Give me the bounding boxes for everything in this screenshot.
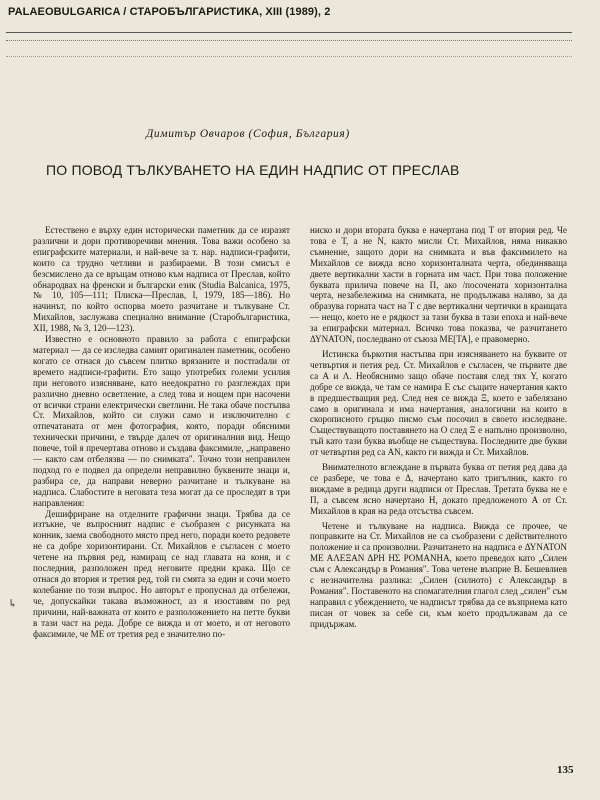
- paragraph: ниско и дори втората буква е начертана под Т от втория ред. Че това е Т, а не N, както мисли Ст. Михайлов, няма никакво съмнение, защото дори на снимката и във факсимилето на Михайлов се вижда ясно хоризонталната черта, обединяваща двете вертикални хасти в горната им част. При това положение буквата прилича повече на П, ако /посочената хоризонтална черта, незабележима на снимката, не продължава наляво, за да образува горната част на Т с две вертикални чертички в краищата — нещо, което не е рядкост за тази буква в тази епоха и най-вече за епиграфски материал. Всичко това показва, че разчитането ΔΥΝΑΤΟΝ, последвано от съюза ΜΕ[ΤΑ], е правомерно.: [310, 225, 567, 345]
- left-column: [33, 225, 290, 639]
- journal-header: PALAEOBULGARICA / СТАРОБЪЛГАРИСТИКА, XIII (1989), 2: [8, 6, 331, 18]
- paragraph: Известно е основното правило за работа с епиграфски материал — да се изследва самият оригинален паметник, особено когато се отнася до съвсем плитко врязаните и постradали от времето надписи-графити. Ето защо употребих големи усилия при неговото изясняване, като неедократно го разглеждах при различно дневно осветление, а след това и нощем при насочени от всички страни електрически светлини. Не така обаче постъпва Ст. Михайлов, който си служи само и изключително с отпечатаната от мен фотография, която, поради обясними технически причини, е твърде далеч от оригиналния вид. Нещо повече, той я пречертава отново и създава факсимиле, „направено — както сам отбелязва — по снимката". Точно този неправилен подход го е подвел да определи неправилно буквените знаци и, разбира се, да направи неверно разчитане и тълкуване на надписа. Слабостите в неговата теза могат да се проследят в три направления:: [33, 334, 290, 508]
- page-number: 135: [557, 764, 574, 776]
- margin-mark: ↳: [8, 598, 18, 610]
- article-title: ПО ПОВОД ТЪЛКУВАНЕТО НА ЕДИН НАДПИС ОТ ПРЕСЛАВ: [46, 162, 460, 178]
- paragraph: Внимателното вглеждане в първата буква от петия ред дава да се разбере, че това е Δ, начертано като тригълник, както го виждаме в редица други надписи от Преслав. Третата буква не е П, а съвсем ясно начертано Н, докато предложеното А от Ст. Михайлов в края на реда отсъства съвсем.: [310, 462, 567, 516]
- right-column: [310, 225, 567, 630]
- header-rule-faint: [6, 56, 572, 57]
- header-rule: [6, 32, 572, 33]
- article-author: Димитър Овчаров (София, България): [146, 128, 350, 140]
- paragraph: Естествено е върху един исторически паметник да се изразят различни и дори противоречиви мнения. Това важи особено за епиграфските материали, и най-вече за т. нар. надписи-графити, които са трудно четливи и разбираеми. В този смисъл е безсмислено да се връщам отново към надписа от Преслав, който обнародвах на френски и български език (Studia Balcanica, 1975, № 10, 105—111; Плиска—Преслав, I, 1979, 185—186). Но начинът, по който оспорва моето разчитане и тълкуване Ст. Михайлов, заслужава специално внимание (Старобългаристика, XII, 1988, № 3, 120—123).: [33, 225, 290, 334]
- paragraph: Истинска бъркотия настъпва при изясняването на буквите от четвъртия и петия ред. Ст. Михайлов е съгласен, че първите две са А и Λ. Необяснимо защо обаче поставя след тях Υ, когато добре се вижда, че там се намира Е със същите начертания както в предшестващия ред. След нея се вижда Ξ, което е забелязано само в оригинала и има начертания, аналогични на които в скорописното гръцко писмо съм посочил в своето изследване. Съществуващото поставянето на О след Ξ е напълно произволно, тъй като тази буква въобще не съществува. Последните две букви от четвъртия ред са AN, както ги вижда и Ст. Михайлов.: [310, 348, 567, 458]
- header-rule-dotted: [6, 40, 572, 41]
- paragraph: Четене и тълкуване на надписа. Вижда се прочее, че поправките на Ст. Михайлов не са съобразени с действителното положение и са произволни. Разчитането на надписа е ΔΥΝΑΤΟΝ ΜΕ ΑΛΕΞΑΝ ΔΡΗ ΗΣ ΡΟΜΑΝΗΑ, което преведох като „Силен съм с Александър в Романия". Това четене възприе В. Бешевлиев с незначителна разлика: „Силен (силното) с Александър в Романия". Поставеното на спомагателния глагол след „силен" съм направил с убеждението, че надписът трябва да се възприема като писан от човек за себе си, към което продължавам да се придържам.: [310, 520, 567, 629]
- paragraph: Дешифриране на отделните графични знаци. Трябва да се изтъкне, че въпросният надпис е съобразен с рисунката на конник, заема свободното място пред него, поради което редовете не са добре хоризонтирани. Ст. Михайлов е съгласен с моето четене на първия ред, намиращ се над главата на коня, и с последния, разположен пред неговите предни крака. Що се отнася до втория и третия ред, той ги смята за един и сочи моето колебание по този въпрос. Но авторът е пропуснал да отбележи, че, допускайки такава възможност, аз я изоставям по ред причини, най-важната от които е разположението на петте букви в тази част на реда. Добре се вижда и от моето, и от неговото факсимиле, че МЕ от третия ред е значително по-: [33, 508, 290, 639]
